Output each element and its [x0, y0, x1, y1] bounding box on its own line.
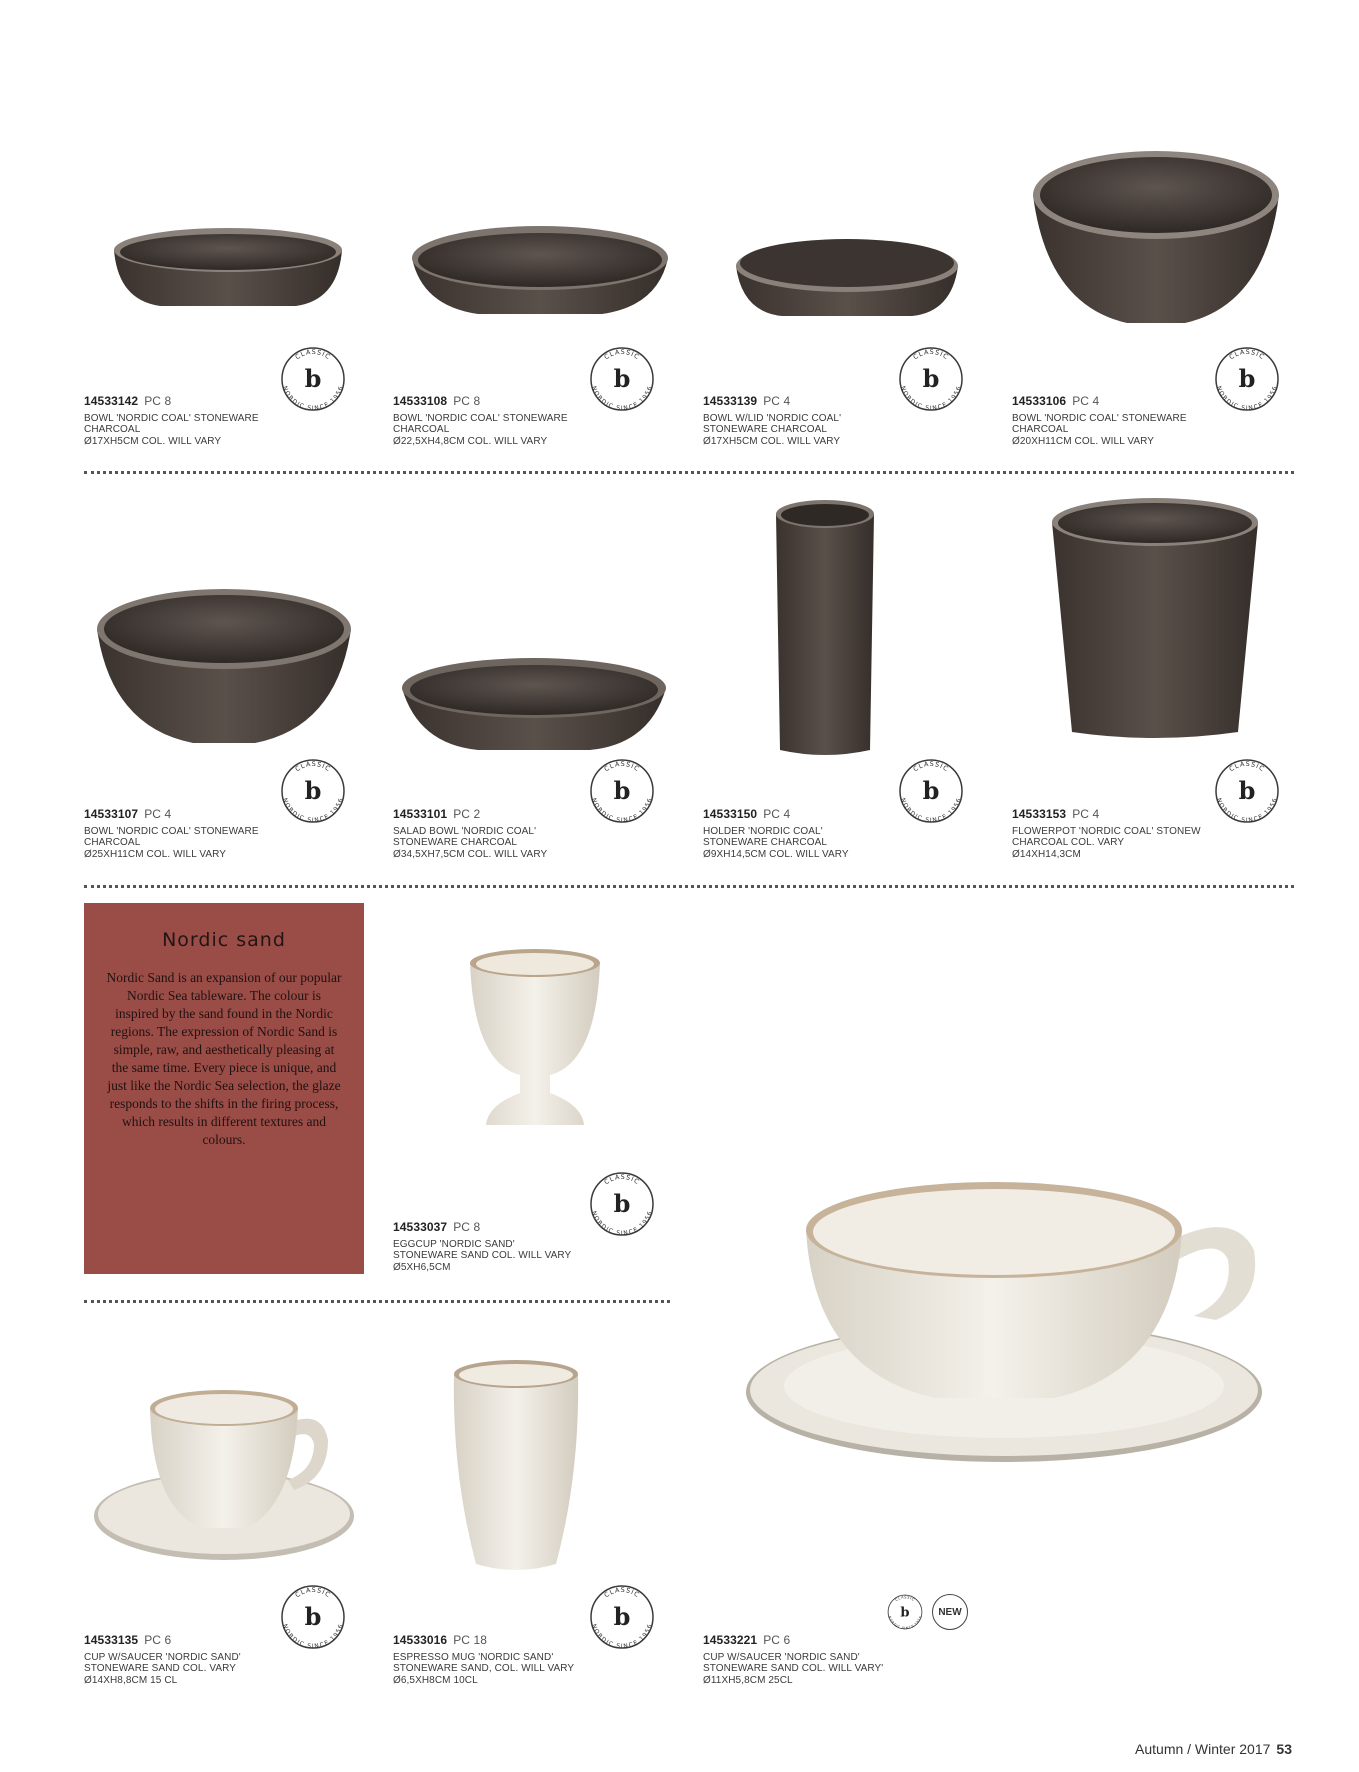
product-material: STONEWARE SAND COL. VARY	[84, 1663, 237, 1674]
product-code: 14533142	[84, 394, 139, 408]
badge-top-text: CLASSIC	[602, 759, 642, 774]
classic-badge-icon	[1214, 346, 1280, 412]
product-code: 14533106	[1012, 394, 1067, 408]
badge-letter: b	[304, 364, 322, 393]
product-dimensions: Ø14XH8,8CM 15 CL	[84, 1674, 178, 1686]
product-dimensions: Ø17XH5CM COL. WILL VARY	[703, 435, 841, 447]
product-code: 14533139	[703, 394, 758, 408]
product-material: CHARCOAL	[84, 424, 141, 435]
badge-letter: b	[922, 364, 940, 393]
badge-top-text: CLASSIC	[293, 1585, 333, 1600]
product-info	[703, 809, 849, 860]
product-code: 14533101	[393, 807, 448, 821]
badge-bottom-text: NORDIC SINCE 1956	[590, 1210, 654, 1237]
badge-bottom-text: NORDIC SINCE 1956	[281, 1623, 345, 1650]
badge-top-text: CLASSIC	[911, 759, 951, 774]
classic-badge-icon	[1214, 758, 1280, 824]
classic-badge-icon	[280, 758, 346, 824]
product-description: BOWL W/LID 'NORDIC COAL'	[703, 412, 842, 424]
product-info	[84, 809, 259, 860]
product-description: EGGCUP 'NORDIC SAND'	[393, 1238, 515, 1250]
pack-count: PC 2	[453, 807, 481, 821]
badge-bottom-text: NORDIC SINCE 1956	[899, 797, 963, 824]
product-info	[84, 396, 259, 447]
badge-letter: b	[613, 1189, 631, 1218]
product-description: BOWL 'NORDIC COAL' STONEWARE	[84, 825, 259, 837]
pack-count: PC 4	[1072, 807, 1100, 821]
product-image-14533221	[734, 1170, 1294, 1485]
badge-top-text: CLASSIC	[293, 759, 333, 774]
badge-top-text: CLASSIC	[894, 1595, 916, 1603]
product-material: STONEWARE SAND COL. WILL VARY'	[703, 1663, 884, 1674]
classic-badge-icon	[589, 758, 655, 824]
product-info	[393, 1635, 574, 1686]
product-info	[703, 1635, 883, 1686]
classic-badge-icon	[589, 1171, 655, 1237]
badge-letter: b	[1238, 364, 1256, 393]
badge-bottom-text: NORDIC SINCE 1956	[590, 797, 654, 824]
product-code: 14533153	[1012, 807, 1067, 821]
pack-count: PC 6	[144, 1633, 172, 1647]
badge-bottom-text: NORDIC SINCE 1956	[590, 385, 654, 412]
product-material: STONEWARE CHARCOAL	[393, 837, 518, 848]
pack-count: PC 6	[763, 1633, 791, 1647]
badge-top-text: CLASSIC	[911, 347, 951, 362]
product-image-14533150	[770, 492, 880, 767]
product-description: ESPRESSO MUG 'NORDIC SAND'	[393, 1651, 554, 1663]
pack-count: PC 8	[453, 394, 481, 408]
product-material: CHARCOAL	[84, 837, 141, 848]
product-description: FLOWERPOT 'NORDIC COAL' STONEW	[1012, 825, 1201, 837]
page-number: 53	[1276, 1741, 1292, 1757]
product-dimensions: Ø34,5XH7,5CM COL. WILL VARY	[393, 848, 548, 860]
product-image-14533107	[93, 585, 355, 752]
badge-top-text: CLASSIC	[1227, 347, 1267, 362]
badge-bottom-text: NORDIC SINCE 1956	[281, 797, 345, 824]
badge-top-text: CLASSIC	[602, 1172, 642, 1187]
product-material: STONEWARE SAND COL. WILL VARY	[393, 1250, 572, 1261]
pack-count: PC 4	[144, 807, 172, 821]
badge-bottom-text: NORDIC SINCE 1956	[887, 1615, 923, 1630]
product-info	[1012, 396, 1187, 447]
classic-badge-icon	[280, 346, 346, 412]
product-dimensions: Ø6,5XH8CM 10CL	[393, 1674, 478, 1686]
nordic-sand-promo	[84, 903, 364, 1274]
row-divider	[84, 885, 1294, 888]
classic-badge-icon	[589, 346, 655, 412]
product-info	[393, 809, 547, 860]
product-material: CHARCOAL	[393, 424, 450, 435]
badge-letter: b	[613, 776, 631, 805]
classic-badge-icon	[589, 1584, 655, 1650]
product-description: BOWL 'NORDIC COAL' STONEWARE	[393, 412, 568, 424]
product-dimensions: Ø20XH11CM COL. WILL VARY	[1012, 435, 1155, 447]
product-code: 14533016	[393, 1633, 448, 1647]
badge-bottom-text: NORDIC SINCE 1956	[281, 385, 345, 412]
new-label: NEW	[938, 1606, 962, 1618]
pack-count: PC 18	[453, 1633, 488, 1647]
product-description: CUP W/SAUCER 'NORDIC SAND'	[84, 1651, 241, 1663]
product-info	[703, 396, 841, 447]
product-code: 14533108	[393, 394, 448, 408]
row-divider	[84, 471, 1294, 474]
product-material: STONEWARE CHARCOAL	[703, 837, 828, 848]
badge-bottom-text: NORDIC SINCE 1956	[1215, 385, 1279, 412]
badge-bottom-text: NORDIC SINCE 1956	[1215, 797, 1279, 824]
product-dimensions: Ø5XH6,5CM	[393, 1261, 451, 1273]
classic-badge-icon	[898, 758, 964, 824]
badge-top-text: CLASSIC	[602, 1585, 642, 1600]
product-dimensions: Ø11XH5,8CM 25CL	[703, 1674, 793, 1686]
badge-bottom-text: NORDIC SINCE 1956	[590, 1623, 654, 1650]
promo-body: Nordic Sand is an expansion of our popular Nordic Sea tableware. The colour is inspired by the sand found in the Nordic regions. The expression of Nordic Sand is simple, raw, and aesthetically pleasing at the same time. Every piece is unique, and just like the Nordic Sea selection, the glaze responds to the shifts in the firing process, which results in different textures and colours.	[106, 970, 342, 1147]
pack-count: PC 4	[763, 807, 791, 821]
classic-badge-icon	[898, 346, 964, 412]
product-image-14533101	[398, 652, 670, 759]
badge-letter: b	[1238, 776, 1256, 805]
pack-count: PC 4	[1072, 394, 1100, 408]
product-code: 14533221	[703, 1633, 758, 1647]
classic-badge-icon	[280, 1584, 346, 1650]
product-dimensions: Ø17XH5CM COL. WILL VARY	[84, 435, 222, 447]
badge-letter: b	[304, 776, 322, 805]
badge-letter: b	[613, 364, 631, 393]
badge-letter: b	[900, 1605, 910, 1621]
product-material: STONEWARE CHARCOAL	[703, 424, 828, 435]
classic-badge-icon	[887, 1594, 923, 1630]
product-image-14533135	[90, 1378, 358, 1573]
product-image-14533153	[1046, 492, 1264, 747]
product-info	[1012, 809, 1201, 860]
badge-top-text: CLASSIC	[602, 347, 642, 362]
product-code: 14533150	[703, 807, 758, 821]
product-code: 14533107	[84, 807, 139, 821]
badge-letter: b	[922, 776, 940, 805]
badge-top-text: CLASSIC	[1227, 759, 1267, 774]
product-info	[84, 1635, 241, 1686]
badge-letter: b	[304, 1602, 322, 1631]
product-info	[393, 1222, 571, 1273]
pack-count: PC 8	[453, 1220, 481, 1234]
product-description: BOWL 'NORDIC COAL' STONEWARE	[84, 412, 259, 424]
product-image-14533016	[446, 1354, 586, 1581]
product-image-14533139	[732, 232, 962, 325]
product-dimensions: Ø9XH14,5CM COL. WILL VARY	[703, 848, 849, 860]
product-description: HOLDER 'NORDIC COAL'	[703, 825, 823, 837]
product-image-14533142	[110, 220, 346, 315]
badge-top-text: CLASSIC	[293, 347, 333, 362]
pack-count: PC 8	[144, 394, 172, 408]
product-code: 14533135	[84, 1633, 139, 1647]
product-image-14533037	[460, 943, 610, 1138]
page-footer	[1135, 1741, 1292, 1757]
product-material: STONEWARE SAND, COL. WILL VARY	[393, 1663, 575, 1674]
product-dimensions: Ø25XH11CM COL. WILL VARY	[84, 848, 227, 860]
badge-bottom-text: NORDIC SINCE 1956	[899, 385, 963, 412]
row-divider	[84, 1300, 670, 1303]
product-info	[393, 396, 568, 447]
product-description: SALAD BOWL 'NORDIC COAL'	[393, 825, 537, 837]
promo-title: Nordic sand	[162, 929, 286, 951]
product-description: CUP W/SAUCER 'NORDIC SAND'	[703, 1651, 860, 1663]
product-dimensions: Ø22,5XH4,8CM COL. WILL VARY	[393, 435, 548, 447]
badge-letter: b	[613, 1602, 631, 1631]
product-material: CHARCOAL COL. VARY	[1012, 837, 1125, 848]
product-code: 14533037	[393, 1220, 448, 1234]
product-material: CHARCOAL	[1012, 424, 1069, 435]
product-dimensions: Ø14XH14,3CM	[1012, 848, 1081, 860]
pack-count: PC 4	[763, 394, 791, 408]
season-label: Autumn / Winter 2017	[1135, 1741, 1271, 1757]
new-badge	[932, 1594, 968, 1630]
product-image-14533106	[1027, 145, 1285, 334]
product-description: BOWL 'NORDIC COAL' STONEWARE	[1012, 412, 1187, 424]
product-image-14533108	[408, 222, 672, 323]
